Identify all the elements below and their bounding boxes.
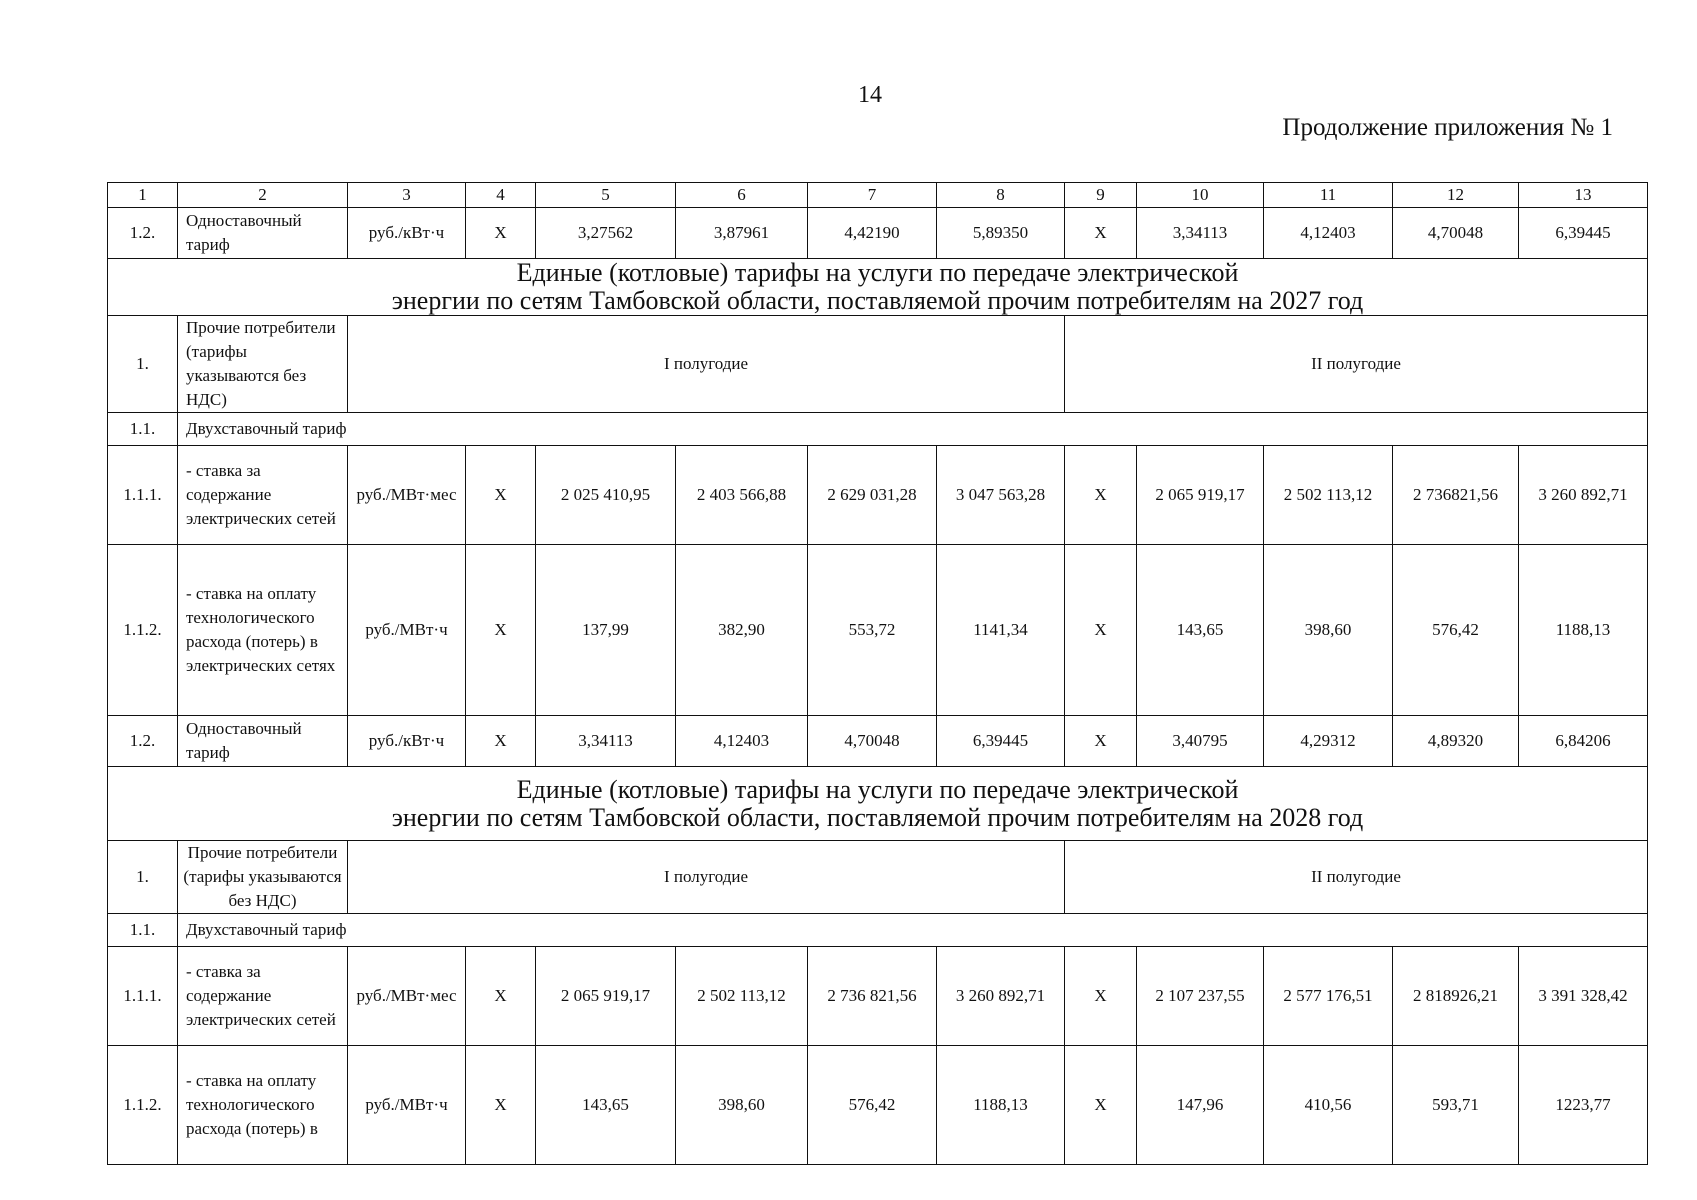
value-cell: 2 736821,56: [1393, 446, 1519, 545]
row-name: - ставка на оплату технологического расхода (потерь) в электрических сетях: [178, 545, 348, 716]
value-cell: 3 391 328,42: [1519, 947, 1648, 1046]
row-name: Одноставочный тариф: [178, 208, 348, 259]
column-number: 8: [937, 183, 1065, 208]
row-name: Прочие потребители (тарифы указываются без НДС): [178, 316, 348, 413]
column-number-row: [108, 183, 1648, 208]
value-cell: 3,40795: [1137, 716, 1264, 767]
section-title-line1: Единые (котловые) тарифы на услуги по передаче электрической: [516, 258, 1239, 287]
row-name: - ставка за содержание электрических сетей: [178, 947, 348, 1046]
value-cell: 3 047 563,28: [937, 446, 1065, 545]
value-cell: 2 818926,21: [1393, 947, 1519, 1046]
row-number: 1.: [108, 316, 178, 413]
column-number: 4: [466, 183, 536, 208]
column-number: 9: [1065, 183, 1137, 208]
maintenance-row-2027: [108, 446, 1648, 545]
value-cell: 4,12403: [676, 716, 808, 767]
value-cell: 2 502 113,12: [676, 947, 808, 1046]
section-title-row-2028: [108, 767, 1648, 841]
row-number: 1.: [108, 841, 178, 914]
single-rate-row-2027: [108, 716, 1648, 767]
value-cell: 398,60: [676, 1046, 808, 1165]
half-year-2: II полугодие: [1065, 316, 1648, 413]
half-year-2: II полугодие: [1065, 841, 1648, 914]
value-cell: X: [1065, 947, 1137, 1046]
value-cell: 1141,34: [937, 545, 1065, 716]
column-number: 12: [1393, 183, 1519, 208]
value-cell: 1223,77: [1519, 1046, 1648, 1165]
row-number: 1.2.: [108, 716, 178, 767]
value-cell: 1188,13: [937, 1046, 1065, 1165]
row-number: 1.1.: [108, 413, 178, 446]
value-cell: X: [1065, 545, 1137, 716]
value-cell: 147,96: [1137, 1046, 1264, 1165]
value-cell: 553,72: [808, 545, 937, 716]
row-name: Двухставочный тариф: [178, 413, 1648, 446]
value-cell: 5,89350: [937, 208, 1065, 259]
row-name: Одноставочный тариф: [178, 716, 348, 767]
tariff-table: [107, 182, 1648, 1165]
page-number: 14: [858, 82, 882, 108]
section-title-line2: энергии по сетям Тамбовской области, поставляемой прочим потребителям на 2028 год: [391, 802, 1364, 832]
column-number: 5: [536, 183, 676, 208]
row-number: 1.1.: [108, 914, 178, 947]
half-year-1: I полугодие: [348, 841, 1065, 914]
value-cell: 3 260 892,71: [937, 947, 1065, 1046]
table-row-single-rate-top: [108, 208, 1648, 259]
row-unit: руб./кВт·ч: [348, 208, 466, 259]
value-cell: 137,99: [536, 545, 676, 716]
value-cell: 2 107 237,55: [1137, 947, 1264, 1046]
row-name: Прочие потребители (тарифы указываются без НДС): [178, 841, 348, 914]
value-cell: 593,71: [1393, 1046, 1519, 1165]
value-cell: X: [466, 947, 536, 1046]
column-number: 1: [108, 183, 178, 208]
row-number: 1.1.1.: [108, 947, 178, 1046]
losses-row-2028: [108, 1046, 1648, 1165]
value-cell: 2 502 113,12: [1264, 446, 1393, 545]
group-row-2027: [108, 316, 1648, 413]
value-cell: 4,70048: [808, 716, 937, 767]
column-number: 10: [1137, 183, 1264, 208]
value-cell: 4,42190: [808, 208, 937, 259]
losses-row-2027: [108, 545, 1648, 716]
value-cell: 3 260 892,71: [1519, 446, 1648, 545]
row-number: 1.1.2.: [108, 545, 178, 716]
row-number: 1.1.1.: [108, 446, 178, 545]
value-cell: 6,84206: [1519, 716, 1648, 767]
section-title-row-2027: [108, 259, 1648, 316]
value-cell: 398,60: [1264, 545, 1393, 716]
value-cell: 4,89320: [1393, 716, 1519, 767]
row-unit: руб./МВт·мес: [348, 947, 466, 1046]
value-cell: 6,39445: [1519, 208, 1648, 259]
column-number: 6: [676, 183, 808, 208]
value-cell: 382,90: [676, 545, 808, 716]
two-rate-row-2028: [108, 914, 1648, 947]
value-cell: X: [1065, 446, 1137, 545]
value-cell: 410,56: [1264, 1046, 1393, 1165]
two-rate-row-2027: [108, 413, 1648, 446]
row-unit: руб./МВт·мес: [348, 446, 466, 545]
row-name: - ставка на оплату технологического расхода (потерь) в: [178, 1046, 348, 1165]
value-cell: X: [466, 716, 536, 767]
row-unit: руб./МВт·ч: [348, 1046, 466, 1165]
value-cell: X: [1065, 716, 1137, 767]
value-cell: 1188,13: [1519, 545, 1648, 716]
value-cell: X: [1065, 208, 1137, 259]
value-cell: 2 736 821,56: [808, 947, 937, 1046]
value-cell: 2 065 919,17: [1137, 446, 1264, 545]
value-cell: X: [466, 545, 536, 716]
row-unit: руб./кВт·ч: [348, 716, 466, 767]
section-title-line1: Единые (котловые) тарифы на услуги по передаче электрической: [516, 774, 1239, 804]
value-cell: 143,65: [1137, 545, 1264, 716]
value-cell: 2 025 410,95: [536, 446, 676, 545]
value-cell: 3,34113: [1137, 208, 1264, 259]
value-cell: 3,34113: [536, 716, 676, 767]
value-cell: X: [466, 446, 536, 545]
section-title-line2: энергии по сетям Тамбовской области, поставляемой прочим потребителям на 2027 год: [391, 286, 1364, 315]
value-cell: 2 403 566,88: [676, 446, 808, 545]
appendix-note: Продолжение приложения № 1: [1282, 114, 1613, 141]
value-cell: 2 629 031,28: [808, 446, 937, 545]
value-cell: X: [466, 1046, 536, 1165]
value-cell: 576,42: [1393, 545, 1519, 716]
column-number: 3: [348, 183, 466, 208]
row-name: Двухставочный тариф: [178, 914, 1648, 947]
value-cell: 4,70048: [1393, 208, 1519, 259]
value-cell: 2 577 176,51: [1264, 947, 1393, 1046]
value-cell: 2 065 919,17: [536, 947, 676, 1046]
value-cell: X: [1065, 1046, 1137, 1165]
half-year-1: I полугодие: [348, 316, 1065, 413]
section-title-2027: [108, 259, 1648, 316]
value-cell: 3,87961: [676, 208, 808, 259]
value-cell: 4,12403: [1264, 208, 1393, 259]
column-number: 13: [1519, 183, 1648, 208]
row-name: - ставка за содержание электрических сетей: [178, 446, 348, 545]
column-number: 2: [178, 183, 348, 208]
row-number: 1.1.2.: [108, 1046, 178, 1165]
value-cell: 6,39445: [937, 716, 1065, 767]
group-row-2028: [108, 841, 1648, 914]
column-number: 11: [1264, 183, 1393, 208]
value-cell: 4,29312: [1264, 716, 1393, 767]
value-cell: 576,42: [808, 1046, 937, 1165]
section-title-2028: [108, 767, 1648, 841]
maintenance-row-2028: [108, 947, 1648, 1046]
value-cell: X: [466, 208, 536, 259]
value-cell: 143,65: [536, 1046, 676, 1165]
value-cell: 3,27562: [536, 208, 676, 259]
row-unit: руб./МВт·ч: [348, 545, 466, 716]
row-number: 1.2.: [108, 208, 178, 259]
column-number: 7: [808, 183, 937, 208]
